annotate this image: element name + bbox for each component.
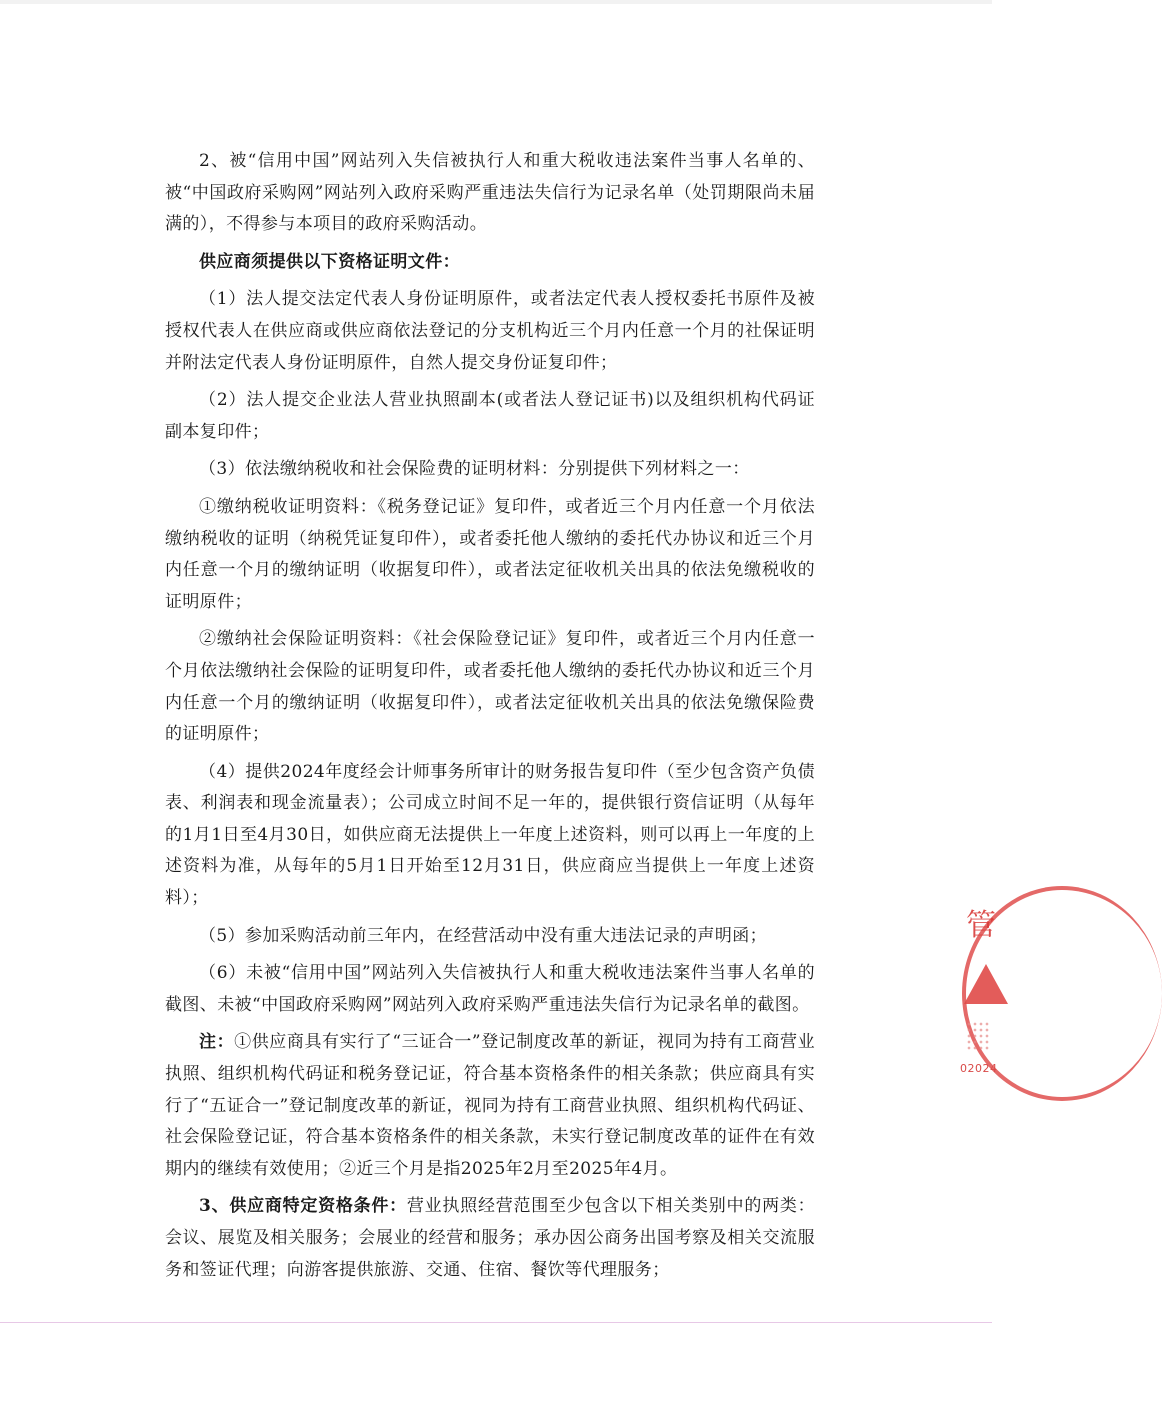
seal-texture [966, 1021, 990, 1051]
document-body [165, 146, 815, 1292]
official-seal-fragment [952, 886, 998, 1101]
seal-character: 管 [966, 908, 996, 943]
paragraph-item-2: （2）法人提交企业法人营业执照副本(或者法人登记证书)以及组织机构代码证副本复印件； [165, 390, 815, 442]
seal-star-icon [964, 964, 1008, 1004]
seal-number: 02024 [960, 1062, 998, 1075]
page-top-edge [0, 0, 992, 4]
paragraph-item-4: （4）提供2024年度经会计师事务所审计的财务报告复印件（至少包含资产负债表、利润表和现金流量表）；公司成立时间不足一年的，提供银行资信证明（从每年的1月1日至4月30日，如供应商无法提供上一年度上述资料，则可以再上一年度的上述资料为准，从每年的5月1日开始至12月31日，供应商应当提供上一年度上述资料）； [165, 761, 815, 909]
paragraph-note: 注：①供应商具有实行了“三证合一”登记制度改革的新证，视同为持有工商营业执照、组织机构代码证和税务登记证，符合基本资格条件的相关条款；供应商具有实行了“五证合一”登记制度改革的新证，视同为持有工商营业执照、组织机构代码证、社会保险登记证，符合基本资格条件的相关条款，未实行登记制度改革的证件在有效期内的继续有效使用；②近三个月是指2025年2月至2025年4月。 [165, 1032, 815, 1179]
paragraph-item-3-a: ①缴纳税收证明资料：《税务登记证》复印件，或者近三个月内任意一个月依法缴纳税收的证明（纳税凭证复印件），或者委托他人缴纳的委托代办协议和近三个月内任意一个月的缴纳证明（收据复印件），或者法定征收机关出具的依法免缴税收的证明原件； [165, 496, 815, 612]
paragraph-item-1: （1）法人提交法定代表人身份证明原件，或者法定代表人授权委托书原件及被授权代表人在供应商或供应商依法登记的分支机构近三个月内任意一个月的社保证明并附法定代表人身份证明原件，自然人提交身份证复印件； [165, 289, 815, 373]
paragraph-item-3-b: ②缴纳社会保险证明资料：《社会保险登记证》复印件，或者近三个月内任意一个月依法缴纳社会保险的证明复印件，或者委托他人缴纳的委托代办协议和近三个月内任意一个月的缴纳证明（收据复印件），或者法定征收机关出具的依法免缴保险费的证明原件； [165, 629, 815, 745]
paragraph-qualification-heading: 供应商须提供以下资格证明文件： [199, 251, 460, 272]
paragraph-item-3: （3）依法缴纳税收和社会保险费的证明材料：分别提供下列材料之一： [199, 459, 750, 480]
paragraph-1: 2、被“信用中国”网站列入失信被执行人和重大税收违法案件当事人名单的、被“中国政府采购网”网站列入政府采购严重违法失信行为记录名单（处罚期限尚未届满的），不得参与本项目的政府采购活动。 [165, 151, 815, 235]
page-divider-line [0, 1322, 992, 1323]
paragraph-special-qualification: 3、供应商特定资格条件：营业执照经营范围至少包含以下相关类别中的两类：会议、展览及相关服务；会展业的经营和服务；承办因公商务出国考察及相关交流服务和签证代理；向游客提供旅游、交通、住宿、餐饮等代理服务； [165, 1196, 815, 1280]
paragraph-item-6: （6）未被“信用中国”网站列入失信被执行人和重大税收违法案件当事人名单的截图、未被“中国政府采购网”网站列入政府采购严重违法失信行为记录名单的截图。 [165, 963, 815, 1015]
paragraph-item-5: （5）参加采购活动前三年内，在经营活动中没有重大违法记录的声明函； [199, 925, 768, 946]
